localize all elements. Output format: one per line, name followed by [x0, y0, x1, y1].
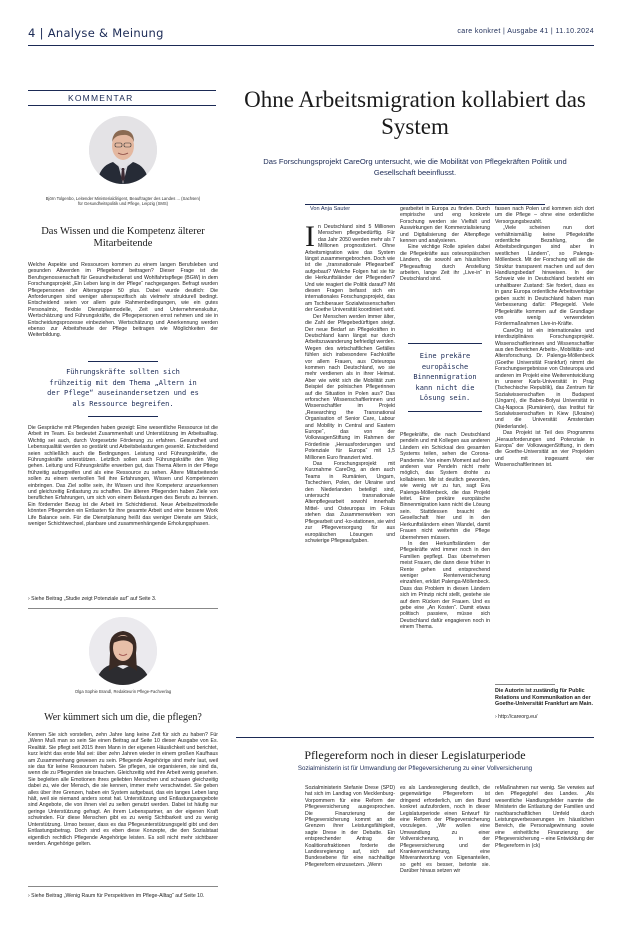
author-photo-1 [89, 116, 157, 184]
photo-1-caption: Björn Tolgenbo, Leitender Ministerialdirigent, Beauftragter des Landes ... (Sachsen) für Gesundheitspolitik und Pflege, Leipzig (SMS) [45, 196, 201, 206]
photo-2-caption: Olga Sophie Brandl, Redakteurin Pflege-Fachverlag [74, 689, 172, 694]
commentary-title-2: Wer kümmert sich um die, die pflegen? [44, 712, 202, 723]
second-col3: reMaßnahmen nur wenig. Sie verwies auf den Pflegegipfel des Landes. „Als wesentliche Handlungsfelder nannte die Ministerin die Entlastung der Familien und nachbarschaftlichen Umfeld durch Leistungsverbesserungen im häuslichen Bereich, die Personalgewinnung sowie eine einheitliche Finanzierung der Pflegeversicherung – eine Entwicklung der Pflegereform in (ck) [495, 785, 594, 849]
header-rule [28, 45, 594, 46]
ref-rule [28, 886, 218, 887]
author-photo-2 [89, 617, 157, 685]
second-subtitle: Sozialministerin ist für Umwandlung der Pflegeversicherung zu einer Vollversicherung [297, 765, 533, 772]
author-tag: (ck) [531, 842, 541, 849]
pull-rule-top [88, 361, 158, 362]
section-label: 4 | Analyse & Meinung [28, 26, 164, 40]
main-pull-rule-top [408, 343, 482, 344]
second-col1: Sozialministerin Stefanie Drese (SPD) hat sich im Landtag von Mecklenburg-Vorpommern für eine Reform der Pflegeversicherung ausgesprochen. Die Finanzierung der Pflegeversicherung kommt an die Grenzen ihrer Leistungsfähigkeit, sagte Drese in der Debatte. Ein entsprechender Antrag der Koalitionsfraktionen forderte die Landesregierung auf, sich auf Bundesebene für eine nachhaltige Pflegereform einzusetzen. „Wenn [305, 785, 395, 868]
author-note-rule [495, 684, 555, 685]
drop-cap: I [305, 220, 315, 253]
second-col2: es als Landesregierung deutlich, die gegenwärtige Pflegereform ist dringend erforderlich, um den Bund konkret aufzufordern, noch in dieser Legislaturperiode einen Entwurf für eine Reform der Pflegeversicherung vorzulegen. „Wir wollen eine Umwandlung zu einer Vollversicherung, in der Pflegeversicherung und der Krankenversicherung, eine Mitverantwortung von Eigenanteilen, so geht es besser, betonte sie. Darüber hinaus setzen wir [400, 785, 490, 875]
main-col3: fassen nach Polen und kommen sich dort um die Pflege – ohne eine ordentliche Versorgungsbezahlt. „Viele scheinen nun dort verhältnismäßig keine Pflegekräfte ordentliche Bezahlung, die Arbeitsbedingungen sind aber in westlichen Ländern“, so Palenga-Möllenbeck. Mit der Forschung will sie die Struktur transparent machen und auf den Handlungsbedarf hinweisen. In der Schweiz wie in Deutschland besteht ein unhaltbarer Zustand: Sie fordert, dass es in ganz Europa ordentliche Arbeitsverträge geben sucht in Deutschland haben man Verbesserung dafür: Pflegegeld. Viele Pflegekräfte kommen auf die Grundlage von wenig verwendeten Fördermaßnahmen Live-in-Kräfte. CareOrg ist ein internationales und interdisziplinäres Forschungsprojekt. Wissenschaftlerinnen und Wissenschaftler aus den Bereichen Arbeits-, Mobilitäts- und Altersforschung. Dr. Palenga-Möllenbeck (Goethe Universität Frankfurt) nimmt die Forschungsergebnisse von Osteuropa und anderen im Projekt eine Weiterentwicklung in unserer Karls-Universität in Prag (Tschechische Republik), das Zentrum für Sozialwissenschaften in Budapest (Ungarn), die Babes-Bolyai Universität in Cluj-Napoca (Rumänien), das Institut für Sozialwissenschaften in Kiew (Ukraine) und die Universität Amsterdam (Niederlande). Das Projekt ist Teil des Programms „Herausforderungen und Potenziale in Europa“ der VolkswagenStiftung, in dem die Goethe-Universität an vier Projekten und mit insgesamt vier Wissenschaftlerinnen ist. [495, 206, 594, 469]
main-col2-cont: Pflegekräfte, die nach Deutschland pendeln und mit Kollegen aus anderen Ländern ein Schicksal des gesamten Systems teilen, sehen die Corona-Pandemie. Von einem Moment auf den anderen war Pendeln nicht mehr möglich, das System drohte zu kollabieren. Mir ist deutlich geworden, wie wenig wir zu tun, sagt Eva Palenga-Möllenbeck, die das Projekt leitet. Eine prekäre europäische Binnenmigration kann nicht die Lösung sein. Stattdessen braucht die Gesellschaft hier und in den Herkunftsländern einen Wandel, damit Frauen nicht weiterhin die Pflege übernehmen müssen. In den Herkunftsländern der Pflegekräfte wird immer noch in den Familien gepflegt. Das übernehmen meist Frauen, die dann diese früher in Rente gehen und entsprechend weniger Rentenversicherung einzahlen, erklärt Palenga-Möllenbeck. Dass das Problem in diesen Ländern sich im Prinzip nicht stellt, gestehe sie auf dem Rücken der Frauen. Und es gebe eine „An Kosten“. Damit etwas politisch passiere, müsse sich Deutschland dafür engagieren noch in einem Thema. [400, 432, 490, 631]
commentary-title: Das Wissen und die Kompetenz älterer Mitarbeitende [41, 226, 205, 249]
author-note: Die Autorin ist zuständig für Public Relations und Kommunikation an der Goethe-Universität Frankfurt am Main. [495, 688, 593, 708]
commentary-pullquote: Führungskräfte sollten sich frühzeitig mit dem Thema „Altern in der Pflege“ auseinandersetzen und es als Ressource begreifen. [47, 368, 199, 408]
issue-info: care konkret | Ausgabe 41 | 11.10.2024 [457, 28, 594, 35]
byline-rule [305, 204, 545, 205]
section-divider [28, 608, 218, 609]
page-header [28, 26, 594, 44]
main-pull-rule-bottom [408, 411, 482, 412]
portrait-man-icon [89, 116, 157, 184]
main-col1: In Deutschland sind 5 Millionen Menschen pflegebedürftig. Für das Jahr 2050 werden mehr als 7 Millionen prognostiziert. Ohne Arbeitsmigration wäre das System längst zusammengebrochen. Doch wie ist die „transnationale Pflegearbeit“ aufgebaut? Welche Folgen hat sie für die Herkunftsländer der Pflegenden? Und wie reagiert die Politik darauf? Mit diesen Fragen befasst sich ein internationales Forschungsprojekt, das am Tschiberauer Sozialwissenschaften der Goethe Universität koordiniert wird. Der Menschen werden immer älter, die Zahl der Pflegebedürftigen steigt. Der neue Bedarf an Pflegekräften in Deutschland kann längst nur durch Arbeitszuwanderung befriedigt werden. Wegen des wirtschaftlichen Gefälles fühlen sich insbesondere Fachkräfte vor allem Frauen, aus Osteuropa kommen nach Deutschland, wo sie mehr verdienen als in ihrer Heimat. Aber wie wirkt sich die Mobilität zum Beispiel der polnischen Pflegerinnen auf die Situation in Polen aus? Das erforschen Wissenschaftlerinnen und Wissenschaftler im Projekt „Researching the Transnational Organisation of Senior Care, Labour and Mobility in Central and Eastern Europe“, das von der VolkswagenStiftung im Rahmen der Förderlinie „Herausforderungen und Potenziale für Europa“ mit 1,5 Millionen Euro finanziert wird. Das Forschungsprojekt mit Kurznahme CareOrg, an dem auch Teams in Rumänien, Ungarn, Tschechien, Polen, der Ukraine und den Niederlanden beteiligt sind, untersucht transnationale Altenpflegearbeit sowohl innerhalb Mittel- und Osteuropas im Fokus stehen das Zusammenwirken von Pflegearbeit und -ko-stationen, sie wird zur Pflegeversorgung für aus europäischen Lösungen und schwierige Pflegeaufgaben. [305, 220, 395, 544]
pull-rule-bottom [88, 416, 158, 417]
second-title: Pflegereform noch in dieser Legislaturperiode [304, 748, 526, 762]
commentary-body-1: Welche Aspekte und Ressourcen kommen zu einem langen Berufsleben und gesunden Altwerden im Pflegeberuf beitragen? Dieser Frage ist die Berufsgenossenschaft für Gesundheitsdienst und Wohlfahrtspflege (BGW) in dem Forschungsprojekt „Ein Leben lang in der Pflege“ nachgegangen. Befragt wurden Pflegepersonen der Altersgruppe 50 plus. Dabei wurde deutlich: Die Anforderungen sind weniger altersspezifisch als vielmehr strukturell bedingt. Entscheidend seien vor allem gute Rahmenbedingungen, wie ein gutes Personalmix, flexible Dienstplanmodelle, Zeit und Unternehmenskultur, Wertschätzung und Führungskräfte, die Pflegepersonen ernst nehmen und sie in Entscheidungsprozesse einbeziehen. Wertschätzung und Anerkennung werden ebenso zur Arbeitsfreude der Pflege beitragen wie Möglichkeiten der Weiterbildung. [28, 262, 218, 339]
main-title: Ohne Arbeitsmigration kollabiert das System [244, 87, 586, 139]
reference-1[interactable]: › Siehe Beitrag „Studie zeigt Potenziale auf“ auf Seite 3. [28, 596, 157, 602]
main-col2: gearbeitet in Europa zu finden. Durch empirische und eng konkrete Forschung werden sie Vielfalt und Auswirkungen der Kommerzialisierung und Digitalisierung der Altenpflege kennen und analysieren. Eine wichtige Rolle spielen dabei die Pflegekräfte aus osteuropäischen Ländern, die sowohl am häuslichen Pflegeauftrag durch Anstellung arbeiten, lange Zeit ihr „Live-in“ in Deutschland sind. [400, 206, 490, 283]
main-pullquote: Eine prekäre europäische Binnenmigration kann nicht die Lösung sein. [413, 352, 477, 402]
byline: Von Anja Sauter [309, 206, 351, 212]
article-divider [236, 737, 594, 738]
reference-2[interactable]: › Siehe Beitrag „Wenig Raum für Perspektiven im Pflege-Alltag“ auf Seite 10. [28, 893, 205, 899]
portrait-woman-icon [89, 617, 157, 685]
commentary-kicker: KOMMENTAR [28, 90, 216, 106]
commentary-body-3: Kennen Sie sich vorstellen, zehn Jahre lang keine Zeit für sich zu haben? Für „Wenn Muß man so sein Sie einen Beitrag auf Seite 10 dieser Ausgabe von Es. Realität. Sie pflegt seit 2015 ihren Mann in der eigenen Häuslichkeit und berichtet, kurz leicht das erste Mal sei: über zehn Jahren wieder in einem großen Kaufhaus am Zusammenhang gewesen zu sein. Pflegende Angehörige sind mehr laut, weil sie das für keine Ressourcen haben. Sie pflegen, sie organisieren, sie sind da, wenn die zu Pflegenden sie brauchen. Gleichzeitig wird ihre Arbeit wenig gesehen. Sie begleiten alle Emotionen ihres geliebten Menschen und schauen gleichzeitig dabei zu, wie der Mensch, die sie kennen, immer mehr verschwindet. Sie geben alles über ihre Grenzen, haben ein System aufgebaut, das ein langes Leben lang hält, weil sie niemand anders sonst hat. Unterstützung und Entlastungsangebote sind Angebote, die von ihnen viel zu selten genutzt werden. Dabei ist häufig nur geringe Unterstützung gefragt. An ihrem Lebenspartner, an der eigenen Kraft schwinden. Für diese Menschen gibt es zu wenig Sichtbarkeit und zu wenig Unterstützung. Umso besser, dass es das Pflegeunterstützungsgeld gibt und den Entlastungsbetrag. Doch sind es eben diese Konzepte, die den Sozialstaat eigentlich rechtlich Pflegende Angehörige leisten. Es soll nicht mehr sichtbarer werden. Angehörige gelten. [28, 732, 218, 847]
commentary-body-2: Die Gespräche mit Pflegenden haben gezeigt: Eine wesentliche Ressource ist die Arbeit im Team. Es bedeutet Zusammenhalt und Unterstützung im Arbeitsalltag. Wichtig sei auch, durch Vorgesetzte Förderung zu erfahren. Gesundheit und Lebensqualität werden so gestärkt und Arbeitsbelastungen gesenkt. Entscheidend seien schließlich auch die Bedingungen. Leistung und Führungskräfte, die Führungskräfte unterstützen. Letztlich sollen auch Führungskräfte den Weg gehen. Leitung und Führungskräfte erwerben gut, das Thema Altern in der Pflege frühzeitig aufzugreifen und als eine Ressource zu sehen. Ältere Mitarbeitende sollen zu einem wertvollen Teil ihre Erfahrungen, Wissen und Kompetenzen einbringen. Das Ziel sollte sein, ihr Wissen und ihre Kompetenz anzuerkennen und gleichzeitig Entlastung zu schaffen. Die älteren Pflegenden haben Ziele von beruflichen Erfahrungen, um sich von einem Belastungen des Berufs zu trennen. Ein fördernder Bezug ist die Arbeit im Schichtdienst. Neue Arbeitszeitmodelle könnten Pflegenden ein Entlasten für ihre gesamte Arbeit und eine bessere Work Life Balance sein. Für die Dienstplanung heißt das weniger Dienste am Stück, weniger Schichtwechsel, planbare und zusammenhängende Erholungsphasen. [28, 425, 218, 528]
main-subtitle: Das Forschungsprojekt CareOrg untersucht, wie die Mobilität von Pflegekräften Politik und Gesellschaft beeinflusst. [263, 157, 567, 177]
project-link[interactable]: › http://careorg.eu/ [495, 714, 538, 720]
